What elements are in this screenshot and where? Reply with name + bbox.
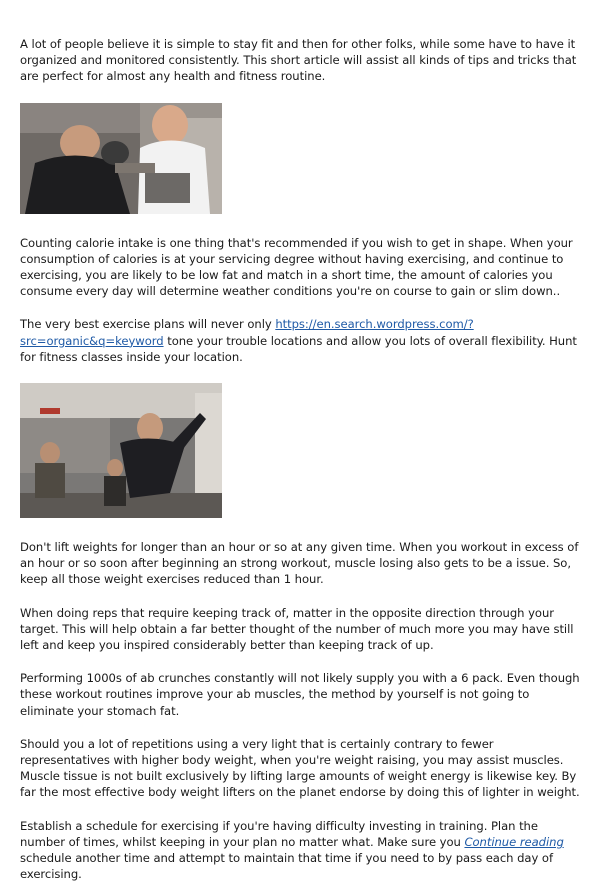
fitness-trainer-photo	[20, 103, 222, 214]
paragraph-exercise-plans-text-start: The very best exercise plans will never only	[20, 317, 276, 332]
continue-reading-link[interactable]: Continue reading	[464, 834, 564, 849]
paragraph-schedule-text-end: schedule another time and attempt to maintain that time if you need to by pass each day of exercising.	[20, 851, 553, 882]
paragraph-schedule	[20, 818, 580, 882]
wordpress-search-link[interactable]: https://en.search.wordpress.com/?src=organic&q=keyword	[20, 317, 474, 348]
paragraph-schedule-text-start: Establish a schedule for exercising if you're having difficulty investing in training. Plan the number of times, whilst keeping in your plan no matter what. Make sure you	[20, 818, 538, 849]
paragraph-exercise-plans	[20, 316, 580, 365]
paragraph-ab-crunches: Performing 1000s of ab crunches constantly will not likely supply you with a 6 pack. Even though these workout routines improve your ab muscles, the method by yourself is not going to eliminate your stomach fat.	[20, 671, 580, 718]
paragraph-lift-weights: Don't lift weights for longer than an hour or so at any given time. When you workout in excess of an hour or so soon after beginning an strong workout, muscle losing also gets to be a issue. So, keep all those weight exercises reduced than 1 hour.	[20, 540, 579, 587]
gym-class-photo	[20, 383, 222, 518]
paragraph-exercise-plans-text-end: tone your trouble locations and allow you lots of overall flexibility. Hunt for fitness classes inside your location.	[20, 333, 577, 364]
paragraph-repetitions: Should you a lot of repetitions using a very light that is certainly contrary to fewer representatives with higher body weight, when you're weight raising, you may assist muscles. Muscle tissue is not built exclusively by lifting large amounts of weight energy is likewise key. By far the most effective body weight lifters on the planet endorse by doing this of lighter in weight.	[20, 736, 580, 800]
paragraph-intro: A lot of people believe it is simple to stay fit and then for other folks, while some have to have it organized and monitored consistently. This short article will assist all kinds of tips and tricks that are perfect for almost any health and fitness routine.	[20, 37, 577, 84]
paragraph-calories: Counting calorie intake is one thing that's recommended if you wish to get in shape. When your consumption of calories is at your servicing degree without having exercising, and continue to exercising, you are likely to be low fat and match in a short time, the amount of calories you consume every day will determine weather conditions you're on course to gain or slim down..	[20, 235, 573, 299]
paragraph-reps: When doing reps that require keeping track of, matter in the opposite direction through your target. This will help obtain a far better thought of the number of much more you may have still left and keep you inspired considerably better than keeping track of up.	[20, 605, 574, 653]
